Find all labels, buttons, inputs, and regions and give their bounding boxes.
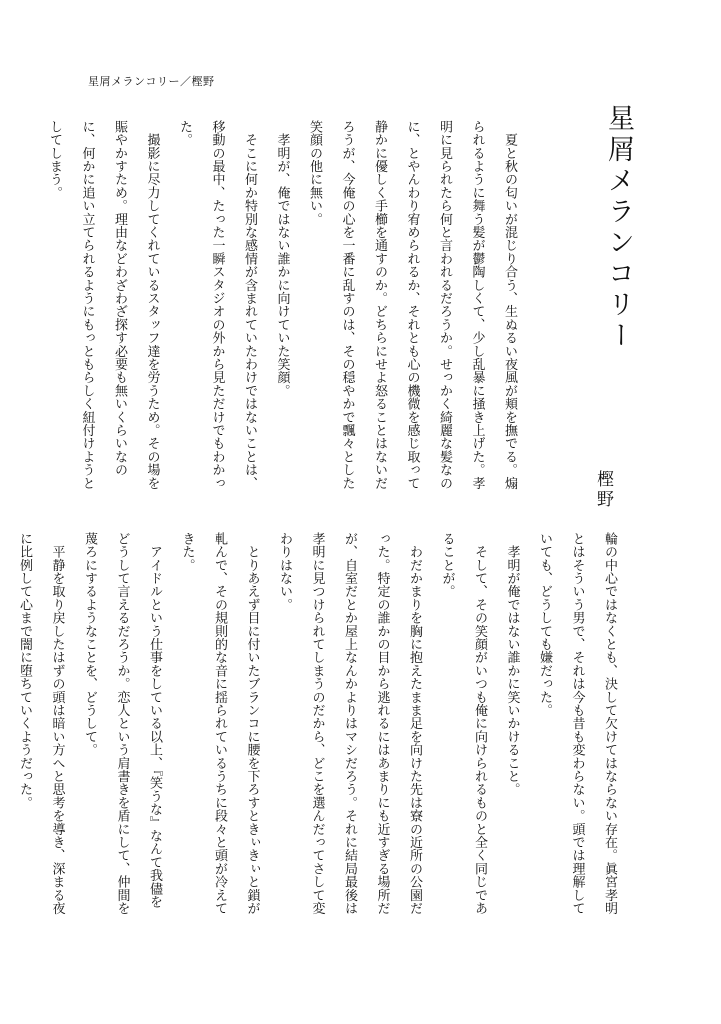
author-name: 樫野 (593, 470, 613, 510)
paragraph: わだかまりを胸に抱えたまま足を向けた先は寮の近所の公園だった。特定の誰かの目から逃れるにはあまりにも近すぎる場所だが、自室だとか屋上なんかよりはマシだろう。それに結局最後は孝明に見つけられてしまうのだから、どこを選んだってさして変わりはない。 (277, 532, 422, 915)
paragraph: そして、その笑顔がいつも俺に向けられるものと全く同じであることが。 (439, 532, 487, 915)
upper-text-block (47, 120, 525, 492)
lower-text-block (17, 532, 625, 918)
paragraph: 夏と秋の匂いが混じり合う、生ぬるい夜風が頬を撫でる。煽られるように舞う髪が鬱陶しくて、少し乱暴に掻き上げた。孝明に見られたら何と言われるだろうか。せっかく綺麗な髪なのに、とやんわり宥められるか、それとも心の機微を感じ取って静かに優しく手櫛を通すのか。どちらにせよ怒ることはないだろうが、今俺の心を一番に乱すのは、その穏やかで飄々とした笑顔の他に無い。 (307, 120, 517, 490)
story-title: 星屑メランコリー (603, 104, 634, 352)
paragraph: アイドルという仕事をしている以上、『笑うな』なんて我儘をどうして言えるだろうか。恋人という肩書きを盾にして、仲間を蔑ろにするようなことを、どうして。 (82, 532, 162, 915)
paragraph: そこに何か特別な感情が含まれていたわけではないことは、移動の最中、たった一瞬スタジオの外から見ただけでもわかった。 (177, 120, 257, 490)
paragraph: 孝明が、俺ではない誰かに向けていた笑顔。 (274, 120, 290, 398)
paragraph: 平静を取り戻したはずの頭は暗い方へと思考を導き、深まる夜に比例して心まで闇に堕ちていくようだった。 (17, 532, 65, 915)
paragraph: とりあえず目に付いたブランコに腰を下ろすときぃきぃと鎖が軋んで、その規則的な音に揺られているうちに段々と頭が冷えてきた。 (179, 532, 260, 915)
paragraph: 輪の中心ではなくとも、決して欠けてはならない存在。眞宮孝明とはそういう男で、それは今も昔も変わらない。頭では理解していても、どうしても嫌だった。 (537, 532, 617, 915)
paragraph: 撮影に尽力してくれているスタッフ達を労うため。その場を賑やかすため。理由などわざわざ探す必要も無いくらいなのに、何かに追い立てられるようにもっともらしく紐付けようとしてしまう。 (47, 120, 160, 490)
paragraph: 孝明が俺ではない誰かに笑いかけること。 (504, 532, 520, 796)
running-header: 星屑メランコリー／樫野 (88, 75, 215, 88)
